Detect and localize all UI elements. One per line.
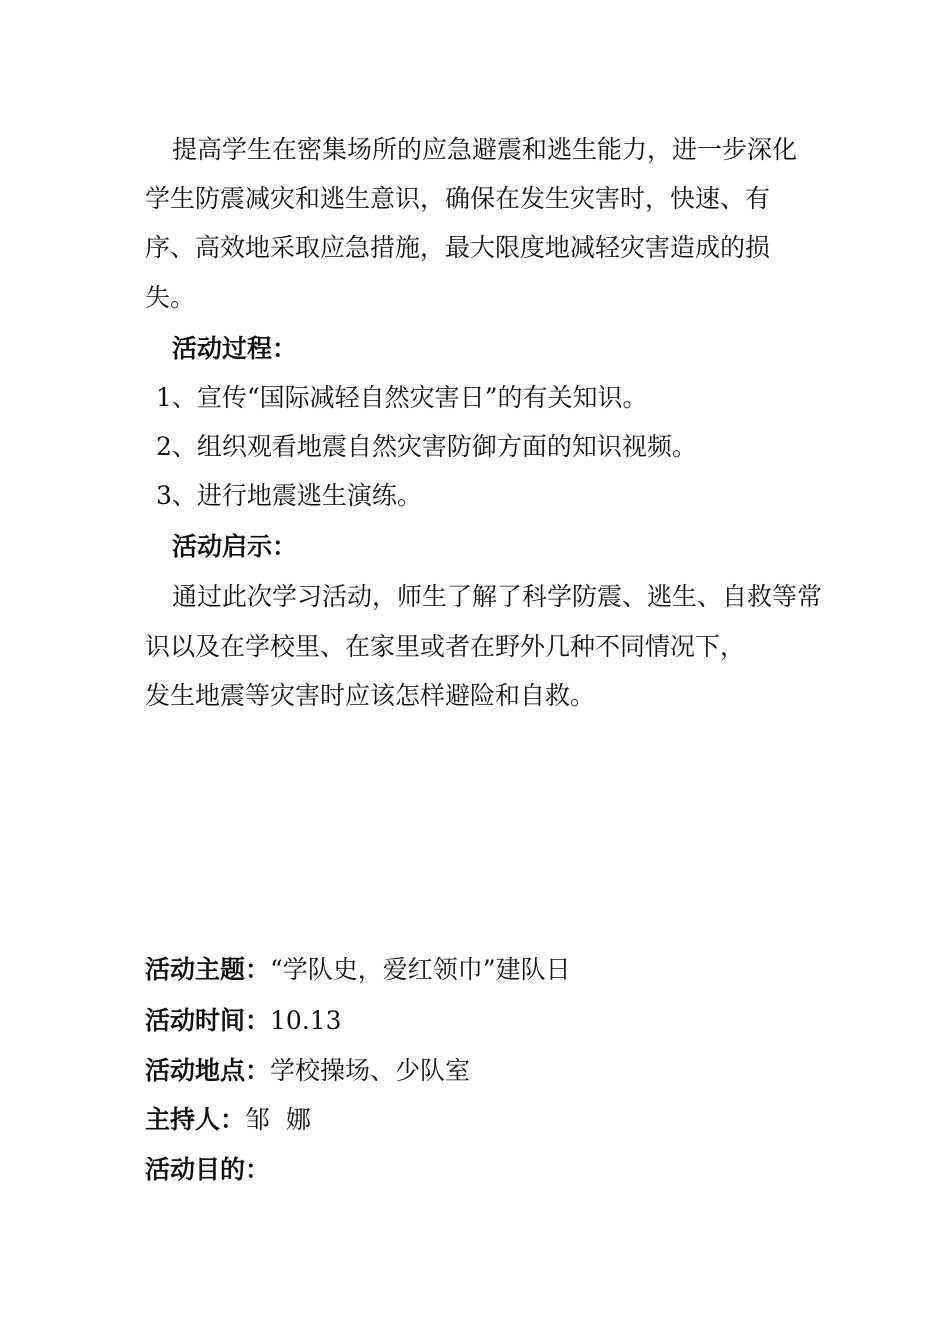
paragraph-line: 识以及在学校里、在家里或者在野外几种不同情况下，	[145, 632, 746, 661]
time-row	[145, 1006, 342, 1036]
time-value: 10.13	[270, 1006, 342, 1035]
insight-heading: 活动启示：	[172, 532, 298, 561]
host-value: 邹 娜	[245, 1105, 311, 1134]
paragraph-line: 序、高效地采取应急措施，最大限度地减轻灾害造成的损	[145, 233, 771, 262]
theme-label: 活动主题：	[145, 955, 271, 984]
list-item: 3、进行地震逃生演练。	[156, 481, 422, 510]
place-row	[145, 1056, 470, 1086]
host-label: 主持人：	[145, 1105, 246, 1134]
time-label: 活动时间：	[145, 1006, 271, 1035]
paragraph-line: 提高学生在密集场所的应急避震和逃生能力，进一步深化	[172, 135, 798, 164]
theme-row	[145, 955, 571, 985]
paragraph-line: 失。	[145, 283, 196, 312]
paragraph-line: 学生防震减灾和逃生意识，确保在发生灾害时，快速、有	[145, 184, 771, 213]
place-label: 活动地点：	[145, 1056, 271, 1085]
process-heading: 活动过程：	[172, 334, 298, 363]
list-item: 2、组织观看地震自然灾害防御方面的知识视频。	[156, 432, 697, 461]
place-value: 学校操场、少队室	[270, 1056, 471, 1085]
host-row	[145, 1105, 311, 1135]
theme-value: “学队史，爱红领巾”建队日	[270, 955, 571, 984]
paragraph-line: 通过此次学习活动，师生了解了科学防震、逃生、自救等常	[172, 582, 823, 611]
paragraph-line: 发生地震等灾害时应该怎样避险和自救。	[145, 681, 596, 710]
list-item: 1、宣传“国际减轻自然灾害日”的有关知识。	[156, 383, 648, 412]
purpose-heading: 活动目的：	[145, 1155, 271, 1184]
